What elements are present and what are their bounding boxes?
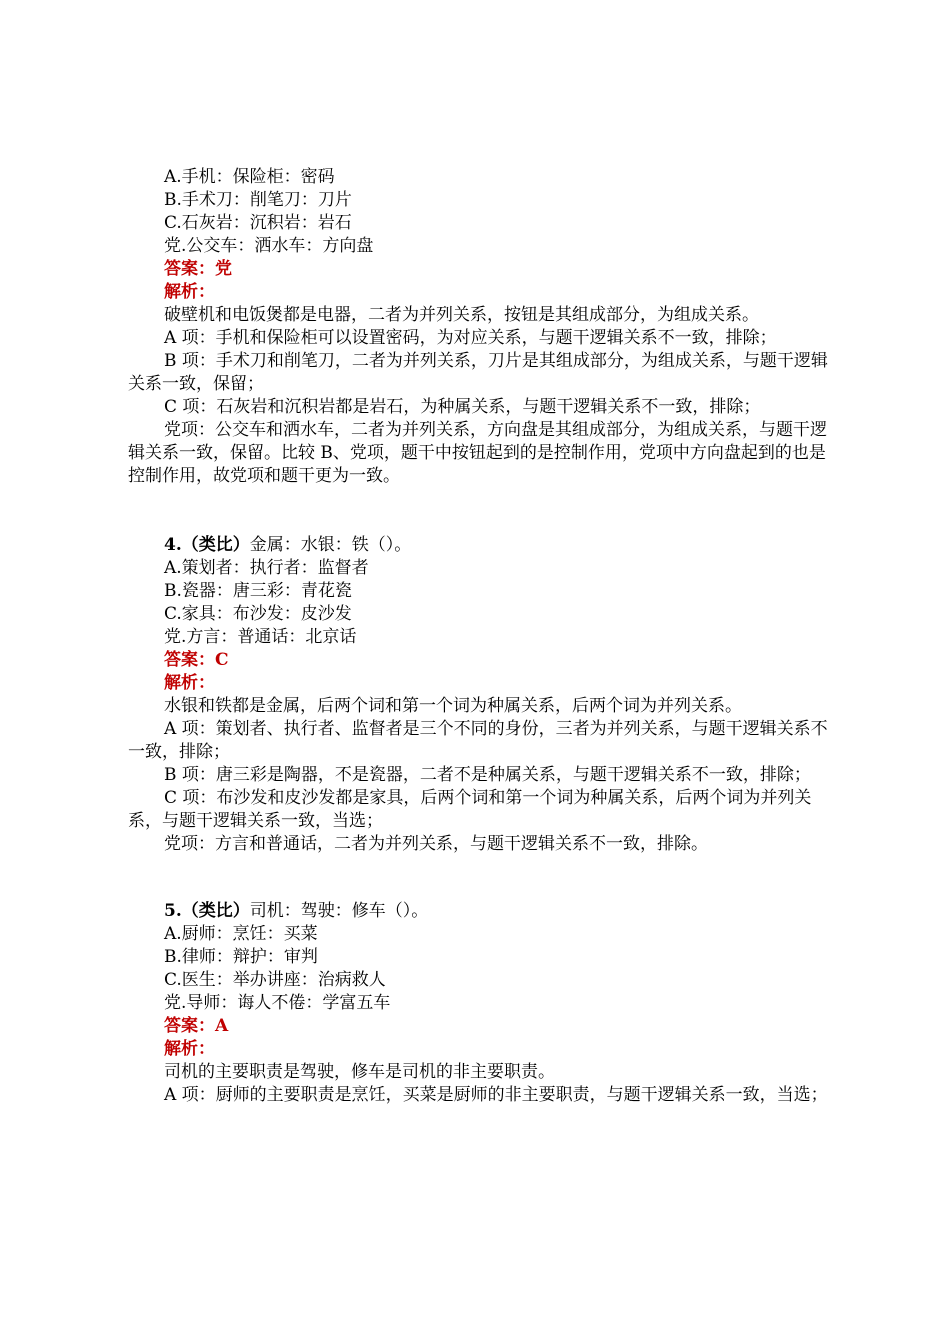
analysis-paragraph: 党项：公交车和洒水车，二者为并列关系，方向盘是其组成部分，为组成关系，与题干逻辑关系一致，保留。比较 B、党项，题干中按钮起到的是控制作用，党项中方向盘起到的也是控制作用，故党项和题干更为一致。 (128, 420, 827, 486)
answer-label: 答案：A (164, 1016, 229, 1036)
analysis-paragraph: 水银和铁都是金属，后两个词和第一个词为种属关系，后两个词为并列关系。 (164, 696, 742, 716)
analysis-paragraph: 破壁机和电饭煲都是电器，二者为并列关系，按钮是其组成部分，为组成关系。 (164, 305, 759, 325)
document-body (128, 166, 836, 1107)
analysis-label: 解析： (164, 1039, 215, 1059)
option-a: A.厨师：烹饪：买菜 (164, 924, 318, 944)
option-b: B.手术刀：削笔刀：刀片 (164, 190, 352, 210)
question-stem (128, 900, 836, 923)
analysis-label: 解析： (164, 673, 215, 693)
question-4 (128, 534, 836, 856)
analysis-paragraph: B 项：唐三彩是陶器，不是瓷器，二者不是种属关系，与题干逻辑关系不一致，排除； (164, 765, 811, 785)
option-a: A.策划者：执行者：监督者 (164, 558, 369, 578)
question-stem (128, 534, 836, 557)
answer-label: 答案：C (164, 650, 229, 670)
question-3 (128, 166, 836, 488)
analysis-paragraph: C 项：石灰岩和沉积岩都是岩石，为种属关系，与题干逻辑关系不一致，排除； (164, 397, 761, 417)
analysis-paragraph: A 项：厨师的主要职责是烹饪，买菜是厨师的非主要职责，与题干逻辑关系一致，当选； (164, 1085, 828, 1105)
question-type: （类比） (181, 901, 250, 921)
analysis-paragraph: 党项：方言和普通话，二者为并列关系，与题干逻辑关系不一致，排除。 (164, 834, 708, 854)
option-d: 党.导师：诲人不倦：学富五车 (164, 993, 391, 1013)
analysis-paragraph: B 项：手术刀和削笔刀，二者为并列关系，刀片是其组成部分，为组成关系，与题干逻辑关系一致，保留； (128, 351, 828, 394)
option-d: 党.方言：普通话：北京话 (164, 627, 357, 647)
option-c: C.石灰岩：沉积岩：岩石 (164, 213, 352, 233)
question-text: 金属：水银：铁（）。 (249, 535, 412, 555)
spacer (128, 488, 836, 534)
question-number: 4. (164, 535, 182, 555)
option-c: C.家具：布沙发：皮沙发 (164, 604, 352, 624)
spacer (128, 856, 836, 900)
option-c: C.医生：举办讲座：治病救人 (164, 970, 386, 990)
option-a: A.手机：保险柜：密码 (164, 167, 335, 187)
question-type: （类比） (181, 535, 250, 555)
question-number: 5. (164, 901, 182, 921)
option-b: B.瓷器：唐三彩：青花瓷 (164, 581, 352, 601)
analysis-paragraph: A 项：手机和保险柜可以设置密码，为对应关系，与题干逻辑关系不一致，排除； (164, 328, 777, 348)
question-text: 司机：驾驶：修车（）。 (249, 901, 429, 921)
option-b: B.律师：辩护：审判 (164, 947, 318, 967)
analysis-paragraph: 司机的主要职责是驾驶，修车是司机的非主要职责。 (164, 1062, 555, 1082)
analysis-paragraph: C 项：布沙发和皮沙发都是家具，后两个词和第一个词为种属关系，后两个词为并列关系，与题干逻辑关系一致，当选； (128, 788, 812, 831)
question-5 (128, 900, 836, 1107)
answer-label: 答案：党 (164, 259, 232, 279)
analysis-paragraph: A 项：策划者、执行者、监督者是三个不同的身份，三者为并列关系，与题干逻辑关系不一致，排除； (128, 719, 828, 762)
option-d: 党.公交车：洒水车：方向盘 (164, 236, 374, 256)
analysis-label: 解析： (164, 282, 215, 302)
